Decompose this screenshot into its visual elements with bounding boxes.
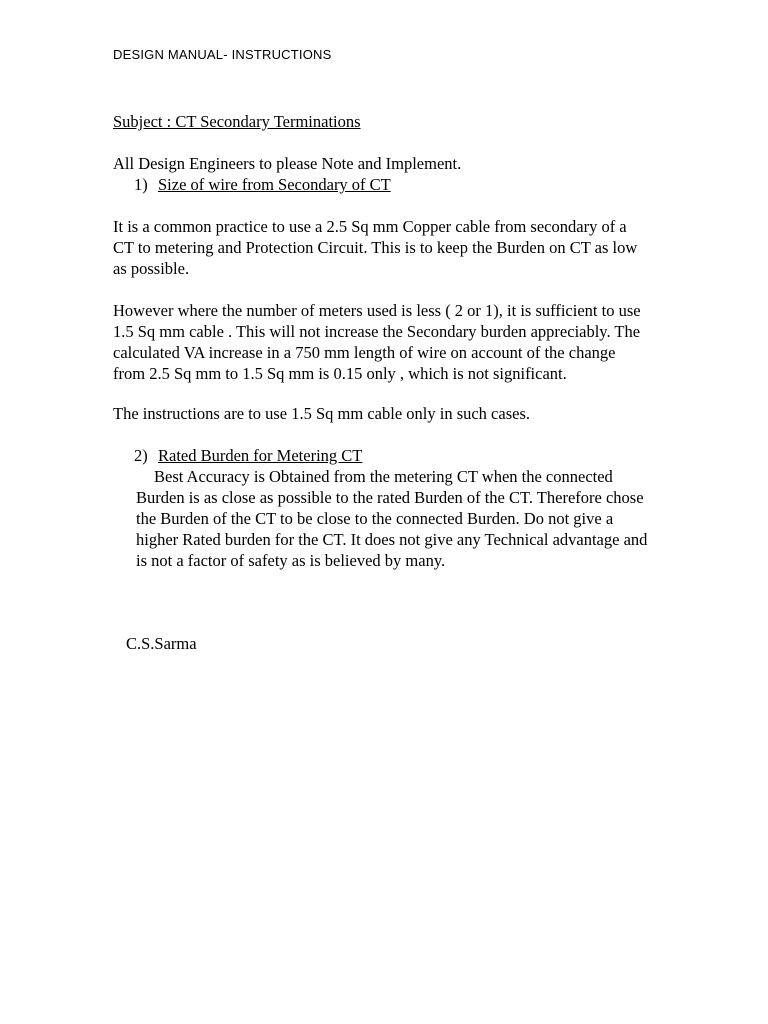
item-2-body <box>136 466 656 571</box>
paragraph-2: However where the number of meters used is less ( 2 or 1), it is sufficient to use 1.5 Sq mm cable . This will not increase the Secondary burden appreciably. The calculated VA increase in a 750 mm length of wire on account of the change from 2.5 Sq mm to 1.5 Sq mm is 0.15 only , which is not significant. <box>113 301 641 383</box>
document-header: DESIGN MANUAL- INSTRUCTIONS <box>113 47 332 62</box>
signature: C.S.Sarma <box>126 634 197 653</box>
instruction-note: All Design Engineers to please Note and Implement. <box>113 154 462 173</box>
paragraph-1: It is a common practice to use a 2.5 Sq mm Copper cable from secondary of a CT to metering and Protection Circuit. This is to keep the Burden on CT as low as possible. <box>113 217 638 278</box>
item-1-title: Size of wire from Secondary of CT <box>158 175 391 194</box>
item-2-body-rest: Burden is as close as possible to the rated Burden of the CT. Therefore chose the Burden of the CT to be close to the connected Burden. Do not give a higher Rated burden for the CT. It does not give any Technical advantage and is not a factor of safety as is believed by many. <box>136 488 648 570</box>
item-2-heading <box>134 445 362 466</box>
paragraph-3: The instructions are to use 1.5 Sq mm cable only in such cases. <box>113 404 530 423</box>
item-1-heading <box>134 174 391 195</box>
item-2-number: 2) <box>134 446 148 465</box>
item-2-title: Rated Burden for Metering CT <box>158 446 363 465</box>
item-1-number: 1) <box>134 175 148 194</box>
subject-line: Subject : CT Secondary Terminations <box>113 112 361 131</box>
item-2-body-first-line: Best Accuracy is Obtained from the metering CT when the connected <box>154 467 613 486</box>
